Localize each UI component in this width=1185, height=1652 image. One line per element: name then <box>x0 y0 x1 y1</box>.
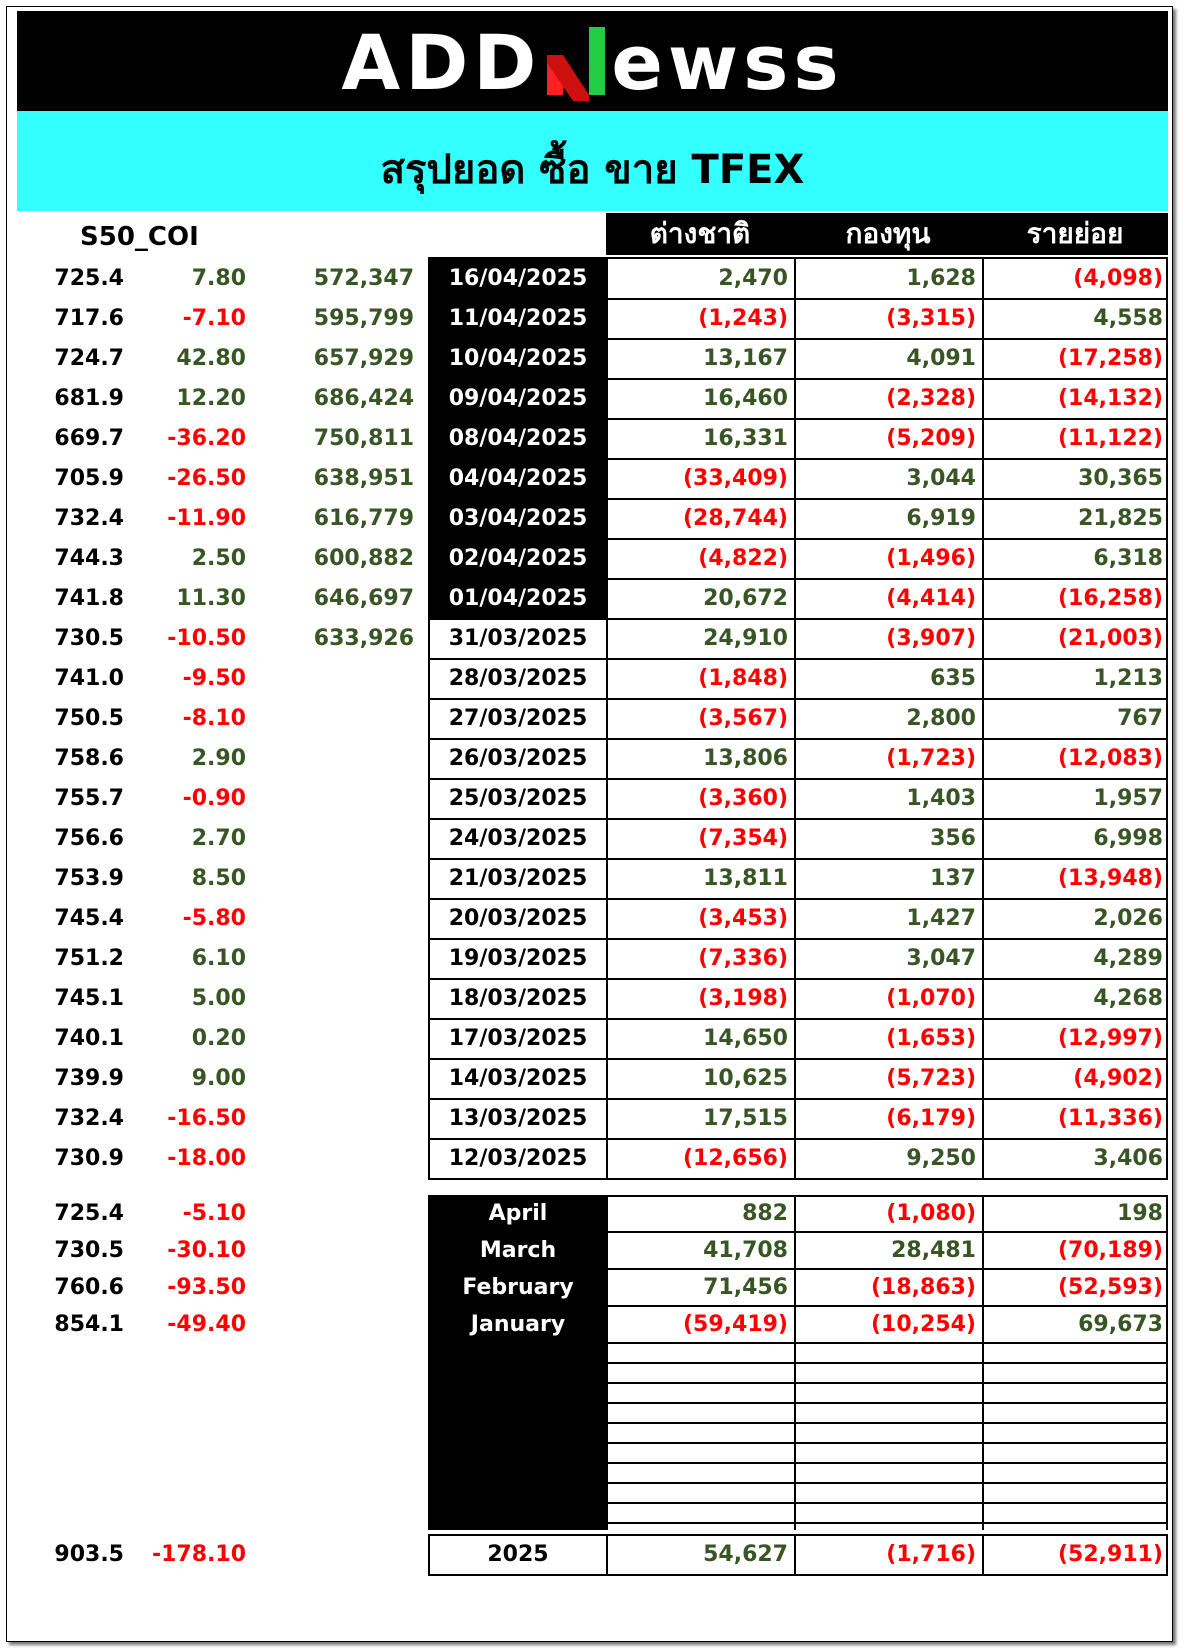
s50-value: 732.4 <box>54 506 124 531</box>
grid-line <box>982 1534 984 1576</box>
foreign-value: 13,806 <box>703 746 788 771</box>
month-label: February <box>462 1275 574 1300</box>
foreign-value: (7,354) <box>698 826 788 851</box>
foreign-value: 20,672 <box>703 586 788 611</box>
coi-value: 750,811 <box>313 426 414 451</box>
s50-change: -10.50 <box>167 626 246 651</box>
foreign-value: (1,848) <box>698 666 788 691</box>
grid-line <box>606 1502 1168 1504</box>
grid-line <box>606 1382 1168 1384</box>
grid-line <box>606 257 608 1179</box>
fund-value: (1,080) <box>886 1201 976 1226</box>
date-cell: 01/04/2025 <box>448 586 588 611</box>
coi-value: 572,347 <box>313 266 414 291</box>
grid-line <box>428 1195 430 1530</box>
grid-line <box>428 1574 1168 1576</box>
s50-value: 854.1 <box>54 1312 124 1337</box>
s50-value: 903.5 <box>54 1542 124 1567</box>
page-title: สรุปยอด ซื้อ ขาย TFEX <box>380 147 805 193</box>
retail-value: (21,003) <box>1057 626 1163 651</box>
fund-value: (3,907) <box>886 626 976 651</box>
s50-value: 758.6 <box>54 746 124 771</box>
foreign-value: (7,336) <box>698 946 788 971</box>
retail-value: 4,289 <box>1093 946 1163 971</box>
month-label: March <box>479 1238 557 1263</box>
s50-change: 11.30 <box>176 586 246 611</box>
grid-line <box>982 257 984 1179</box>
s50-change: -11.90 <box>167 506 246 531</box>
grid-line <box>606 1522 1168 1524</box>
s50-change: 42.80 <box>176 346 246 371</box>
date-cell: 09/04/2025 <box>448 386 588 411</box>
foreign-value: (3,198) <box>698 986 788 1011</box>
s50-change: 6.10 <box>191 946 246 971</box>
s50-change: -5.80 <box>182 906 246 931</box>
s50-change: -7.10 <box>182 306 246 331</box>
retail-value: (12,997) <box>1057 1026 1163 1051</box>
foreign-value: (1,243) <box>698 306 788 331</box>
foreign-value: 16,460 <box>703 386 788 411</box>
foreign-value: 54,627 <box>703 1542 788 1567</box>
retail-value: 21,825 <box>1078 506 1163 531</box>
retail-value: (16,258) <box>1057 586 1163 611</box>
s50-value: 730.9 <box>54 1146 124 1171</box>
grid-line <box>1166 1534 1168 1576</box>
foreign-value: 13,811 <box>703 866 788 891</box>
s50-value: 745.1 <box>54 986 124 1011</box>
date-cell: 18/03/2025 <box>448 986 588 1011</box>
foreign-value: (3,360) <box>698 786 788 811</box>
retail-value: (11,122) <box>1057 426 1163 451</box>
s50-change: 12.20 <box>176 386 246 411</box>
coi-value: 657,929 <box>313 346 414 371</box>
grid-line <box>1166 257 1168 1179</box>
s50-change: -0.90 <box>182 786 246 811</box>
fund-value: 9,250 <box>906 1146 976 1171</box>
s50-change: -8.10 <box>182 706 246 731</box>
fund-value: (6,179) <box>886 1106 976 1131</box>
foreign-value: 2,470 <box>718 266 788 291</box>
retail-value: (14,132) <box>1057 386 1163 411</box>
date-cell: 27/03/2025 <box>448 706 588 731</box>
title-banner <box>17 111 1168 211</box>
coi-value: 595,799 <box>313 306 414 331</box>
s50-value: 741.0 <box>54 666 124 691</box>
fund-value: (1,653) <box>886 1026 976 1051</box>
s50-change: 8.50 <box>191 866 246 891</box>
s50-change: 7.80 <box>191 266 246 291</box>
fund-value: 1,427 <box>906 906 976 931</box>
s50-value: 753.9 <box>54 866 124 891</box>
grid-line <box>794 1534 796 1576</box>
retail-value: 767 <box>1117 706 1163 731</box>
date-cell: 10/04/2025 <box>448 346 588 371</box>
s50-change: 5.00 <box>191 986 246 1011</box>
retail-value: 1,213 <box>1093 666 1163 691</box>
foreign-value: 17,515 <box>703 1106 788 1131</box>
grid-line <box>606 1195 608 1530</box>
grid-line <box>606 1362 1168 1364</box>
grid-line <box>606 1402 1168 1404</box>
coi-value: 638,951 <box>313 466 414 491</box>
fund-value: (18,863) <box>870 1275 976 1300</box>
grid-line <box>428 1178 1168 1180</box>
fund-value: (2,328) <box>886 386 976 411</box>
foreign-value: 41,708 <box>703 1238 788 1263</box>
grid-line <box>982 1195 984 1530</box>
date-cell: 24/03/2025 <box>448 826 588 851</box>
s50-value: 760.6 <box>54 1275 124 1300</box>
s50-value: 717.6 <box>54 306 124 331</box>
retail-header: รายย่อย <box>1026 217 1124 250</box>
retail-value: 4,268 <box>1093 986 1163 1011</box>
grid-line <box>606 1482 1168 1484</box>
grid-line <box>428 257 430 1179</box>
foreign-value: (12,656) <box>682 1146 788 1171</box>
retail-value: (13,948) <box>1057 866 1163 891</box>
s50-change: -9.50 <box>182 666 246 691</box>
s50-change: -36.20 <box>167 426 246 451</box>
foreign-value: (59,419) <box>682 1312 788 1337</box>
retail-value: 30,365 <box>1078 466 1163 491</box>
retail-value: 1,957 <box>1093 786 1163 811</box>
fund-value: 1,628 <box>906 266 976 291</box>
s50-change: -93.50 <box>167 1275 246 1300</box>
date-cell: 26/03/2025 <box>448 746 588 771</box>
s50-value: 705.9 <box>54 466 124 491</box>
date-cell: 31/03/2025 <box>448 626 588 651</box>
logo-text-add: ADD <box>341 18 542 107</box>
fund-value: (1,716) <box>886 1542 976 1567</box>
s50-value: 725.4 <box>54 1201 124 1226</box>
grid-line <box>606 1442 1168 1444</box>
retail-value: (11,336) <box>1057 1106 1163 1131</box>
date-cell: 14/03/2025 <box>448 1066 588 1091</box>
coi-value: 646,697 <box>313 586 414 611</box>
retail-value: (17,258) <box>1057 346 1163 371</box>
s50-change: -26.50 <box>167 466 246 491</box>
s50-change: 2.50 <box>191 546 246 571</box>
s50-coi-header: S50_COI <box>80 222 199 252</box>
fund-value: 28,481 <box>891 1238 976 1263</box>
retail-value: 6,318 <box>1093 546 1163 571</box>
date-cell: 08/04/2025 <box>448 426 588 451</box>
retail-value: 6,998 <box>1093 826 1163 851</box>
month-label: January <box>470 1312 566 1337</box>
s50-value: 730.5 <box>54 626 124 651</box>
grid-line <box>606 1342 1168 1344</box>
s50-change: -30.10 <box>167 1238 246 1263</box>
fund-value: 4,091 <box>906 346 976 371</box>
foreign-value: 13,167 <box>703 346 788 371</box>
fund-value: (4,414) <box>886 586 976 611</box>
fund-value: (1,723) <box>886 746 976 771</box>
date-cell: 12/03/2025 <box>448 1146 588 1171</box>
retail-value: (12,083) <box>1057 746 1163 771</box>
s50-value: 744.3 <box>54 546 124 571</box>
grid-line <box>1166 1195 1168 1530</box>
month-label: April <box>488 1201 548 1226</box>
s50-change: 2.90 <box>191 746 246 771</box>
grid-line <box>794 257 796 1179</box>
s50-change: 9.00 <box>191 1066 246 1091</box>
s50-value: 669.7 <box>54 426 124 451</box>
retail-value: (4,098) <box>1073 266 1163 291</box>
retail-value: 2,026 <box>1093 906 1163 931</box>
date-cell: 13/03/2025 <box>448 1106 588 1131</box>
s50-value: 741.8 <box>54 586 124 611</box>
fund-header: กองทุน <box>845 217 931 250</box>
s50-change: 2.70 <box>191 826 246 851</box>
retail-value: 4,558 <box>1093 306 1163 331</box>
fund-value: (1,070) <box>886 986 976 1011</box>
date-cell: 02/04/2025 <box>448 546 588 571</box>
fund-value: (5,723) <box>886 1066 976 1091</box>
s50-value: 756.6 <box>54 826 124 851</box>
foreign-value: (3,453) <box>698 906 788 931</box>
coi-value: 633,926 <box>313 626 414 651</box>
fund-value: 2,800 <box>906 706 976 731</box>
s50-value: 751.2 <box>54 946 124 971</box>
s50-value: 740.1 <box>54 1026 124 1051</box>
retail-value: (4,902) <box>1073 1066 1163 1091</box>
foreign-value: (33,409) <box>682 466 788 491</box>
retail-value: (52,911) <box>1057 1542 1163 1567</box>
year-label: 2025 <box>487 1542 549 1567</box>
date-cell: 16/04/2025 <box>448 266 588 291</box>
fund-value: (1,496) <box>886 546 976 571</box>
fund-value: 1,403 <box>906 786 976 811</box>
s50-value: 739.9 <box>54 1066 124 1091</box>
grid-line <box>606 1462 1168 1464</box>
fund-value: 356 <box>930 826 976 851</box>
foreign-value: 24,910 <box>703 626 788 651</box>
foreign-value: 71,456 <box>703 1275 788 1300</box>
s50-change: 0.20 <box>191 1026 246 1051</box>
coi-value: 686,424 <box>313 386 414 411</box>
date-cell: 17/03/2025 <box>448 1026 588 1051</box>
s50-value: 724.7 <box>54 346 124 371</box>
fund-value: 6,919 <box>906 506 976 531</box>
date-cell: 04/04/2025 <box>448 466 588 491</box>
addnewss-logo <box>17 18 1168 107</box>
fund-value: 3,047 <box>906 946 976 971</box>
s50-value: 725.4 <box>54 266 124 291</box>
fund-value: 635 <box>930 666 976 691</box>
grid-line <box>794 1195 796 1530</box>
logo-banner <box>17 11 1168 111</box>
s50-value: 730.5 <box>54 1238 124 1263</box>
s50-change: -18.00 <box>167 1146 246 1171</box>
foreign-value: 16,331 <box>703 426 788 451</box>
s50-value: 750.5 <box>54 706 124 731</box>
date-cell: 25/03/2025 <box>448 786 588 811</box>
retail-value: 198 <box>1117 1201 1163 1226</box>
s50-change: -16.50 <box>167 1106 246 1131</box>
s50-value: 755.7 <box>54 786 124 811</box>
date-cell: 11/04/2025 <box>448 306 588 331</box>
foreign-value: 882 <box>742 1201 788 1226</box>
date-cell: 28/03/2025 <box>448 666 588 691</box>
date-cell: 03/04/2025 <box>448 506 588 531</box>
date-cell: 21/03/2025 <box>448 866 588 891</box>
foreign-value: (4,822) <box>698 546 788 571</box>
s50-change: -49.40 <box>167 1312 246 1337</box>
s50-change: -5.10 <box>182 1201 246 1226</box>
fund-value: 3,044 <box>906 466 976 491</box>
coi-value: 616,779 <box>313 506 414 531</box>
s50-value: 681.9 <box>54 386 124 411</box>
retail-value: 69,673 <box>1078 1312 1163 1337</box>
s50-change: -178.10 <box>151 1542 246 1567</box>
fund-value: (3,315) <box>886 306 976 331</box>
coi-value: 600,882 <box>313 546 414 571</box>
foreign-value: 14,650 <box>703 1026 788 1051</box>
retail-value: 3,406 <box>1093 1146 1163 1171</box>
s50-value: 732.4 <box>54 1106 124 1131</box>
retail-value: (52,593) <box>1057 1275 1163 1300</box>
foreign-header: ต่างชาติ <box>649 217 751 250</box>
fund-value: 137 <box>930 866 976 891</box>
date-cell: 19/03/2025 <box>448 946 588 971</box>
foreign-value: (3,567) <box>698 706 788 731</box>
logo-text-ewss: ewss <box>611 18 844 107</box>
s50-value: 745.4 <box>54 906 124 931</box>
date-cell: 20/03/2025 <box>448 906 588 931</box>
logo-n-mark <box>541 25 611 101</box>
retail-value: (70,189) <box>1057 1238 1163 1263</box>
foreign-value: 10,625 <box>703 1066 788 1091</box>
grid-line <box>606 1422 1168 1424</box>
fund-value: (10,254) <box>870 1312 976 1337</box>
fund-value: (5,209) <box>886 426 976 451</box>
foreign-value: (28,744) <box>682 506 788 531</box>
